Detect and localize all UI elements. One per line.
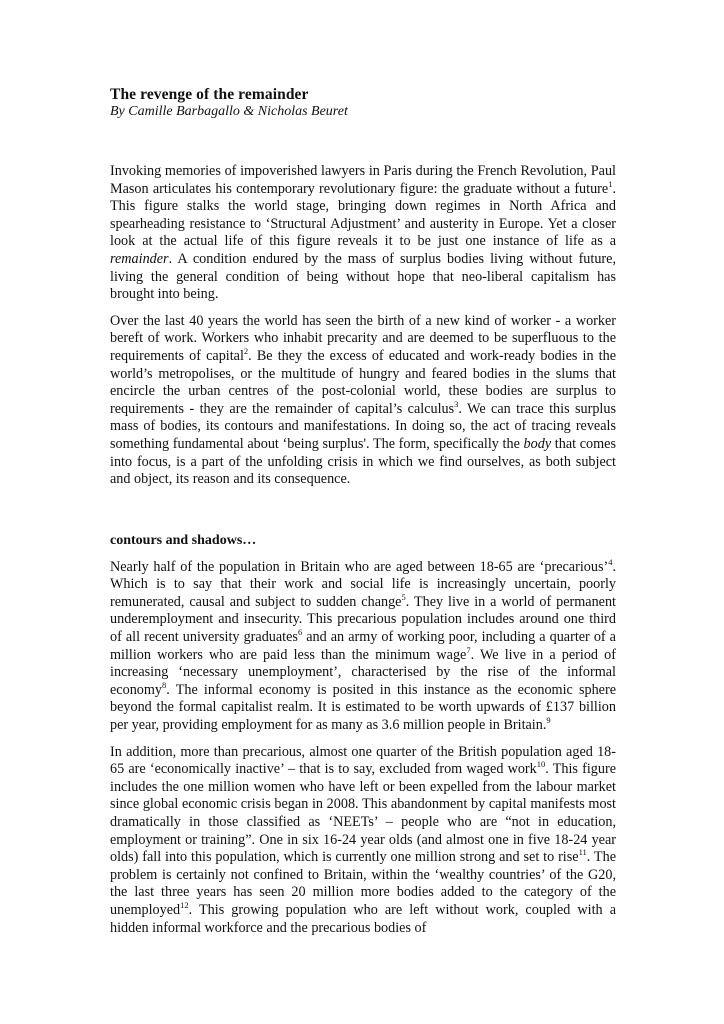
footnote-ref: 12 — [180, 899, 189, 910]
footnote-ref: 11 — [578, 847, 587, 858]
footnote-ref: 8 — [162, 679, 167, 690]
footnote-ref: 4 — [608, 556, 613, 567]
spacer — [110, 304, 616, 313]
emphasis-text: remainder — [110, 250, 169, 267]
paragraph-section-2: In addition, more than precarious, almost one quarter of the British population aged 18-65 are ‘economically inactive’ – that is to say, excluded from waged work$^{10}$. This figure includes the one million women who have left or been expelled from the labour market since global economic crisis began in 2008. This abandonment by capital manifests most dramatically in those classified as ‘NEETs’ – people who are “not in education, employment or training”. One in six 16-24 year olds (and almost one in five 18-24 year olds) fall into this population, which is currently one million strong and set to rise$^{11}$. The problem is certainly not confined to Britain, within the ‘wealthy countries’ of the G20, the last three years has seen 20 million more bodies added to the category of the unemployed$^{12}$. This growing population who are left without work, coupled with a hidden informal workforce and the precarious bodies of — [110, 743, 616, 936]
paragraph-section-1: Nearly half of the population in Britain who are aged between 18-65 are ‘precarious’$^4$. Which is to say that their work and social life is increasingly uncertain, poorly remunerated, causal and subject to sudden change$^5$. They live in a world of permanent underemployment and insecurity. This precarious population includes around one third of all recent university graduates$^6$ and an army of working poor, including a quarter of a million workers who are paid less than the minimum wage$^7$. We live in a period of increasing ‘necessary unemployment’, characterised by the rise of the informal economy$^8$. The informal economy is posited in this instance as the economic sphere beyond the formal capitalist realm. It is estimated to be worth upwards of £137 billion per year, providing employment for as many as 3.6 million people in Britain.$^9$ — [110, 556, 617, 734]
footnote-ref: 2 — [243, 345, 249, 356]
emphasis-text: body — [523, 435, 552, 452]
footnote-ref: 3 — [454, 398, 459, 409]
spacer — [110, 549, 616, 559]
footnote-ref: 6 — [297, 627, 303, 638]
footnote-ref: 9 — [546, 715, 551, 726]
section-heading: contours and shadows… — [110, 532, 257, 548]
footnote-ref: 10 — [536, 759, 546, 770]
document-title: The revenge of the remainder — [110, 86, 309, 103]
spacer — [110, 735, 616, 744]
spacer — [110, 489, 616, 532]
footnote-ref: 5 — [401, 591, 406, 602]
document-page — [110, 86, 616, 937]
paragraph-intro-1: Invoking memories of impoverished lawyers in Paris during the French Revolution, Paul Mason articulates his contemporary revolutionary figure: the graduate without a future$^1$. This figure stalks the world stage, bringing down regimes in North Africa and spearheading resistance to ‘Structural Adjustment’ and austerity in Europe. Yet a closer look at the actual life of this figure reveals it to be just one instance of life as a remainder. A condition endured by the mass of surplus bodies living without future, living the general condition of being without hope that neo-liberal capitalism has brought into being. — [110, 163, 616, 303]
paragraph-intro-2: Over the last 40 years the world has seen the birth of a new kind of worker - a worker bereft of work. Workers who inhabit precarity and are deemed to be superfluous to the requirements of capital$^2$. Be they the excess of educated and work-ready bodies in the world’s metropolises, or the multitude of hungry and feared bodies in the slums that encircle the urban centres of the post-colonial world, these bodies are surplus to requirements - they are the remainder of capital’s calculus$^3$. We can trace this surplus mass of bodies, its contours and manifestations. In doing so, the act of tracing reveals something fundamental about ‘being surplus'. The form, specifically the body that comes into focus, is a part of the unfolding crisis in which we find ourselves, as both subject and object, its reason and its consequence. — [110, 312, 616, 488]
spacer — [110, 120, 616, 163]
footnote-ref: 7 — [466, 644, 471, 655]
footnote-ref: 1 — [608, 178, 613, 189]
document-byline: By Camille Barbagallo & Nicholas Beuret — [110, 104, 348, 119]
